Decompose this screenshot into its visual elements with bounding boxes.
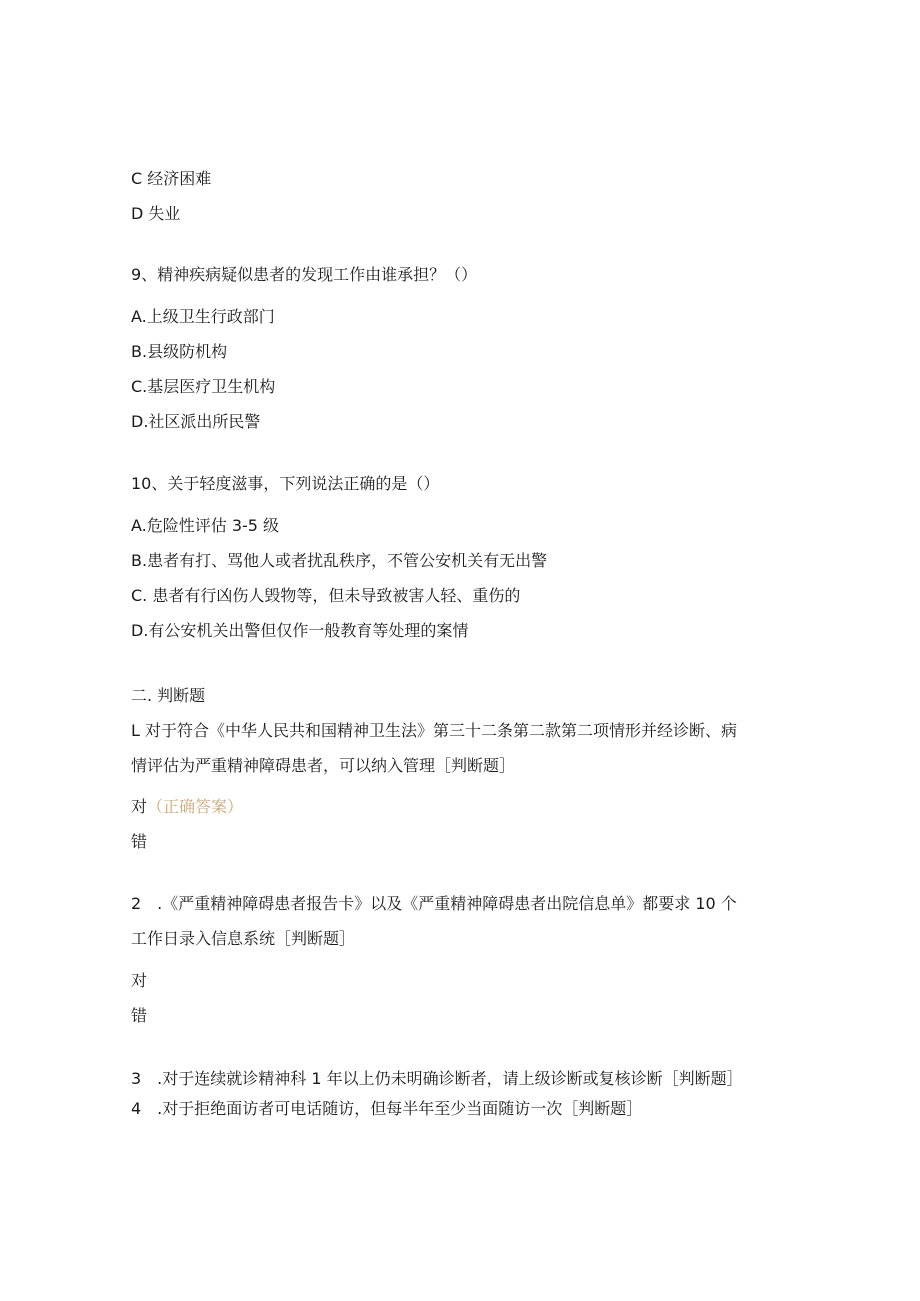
q9-option-d: D.社区派出所民警 — [131, 412, 261, 431]
q8-option-c: C 经济困难 — [131, 169, 212, 188]
q10-option-b: B.患者有打、骂他人或者扰乱秩序，不管公安机关有无出警 — [131, 551, 548, 570]
tf1-option-true-label: 对 — [131, 797, 148, 816]
section-heading-true-false: 二. 判断题 — [131, 686, 206, 705]
tf1-option-false: 错 — [131, 832, 148, 851]
q9-question: 9、精神疾病疑似患者的发现工作由谁承担？（） — [131, 265, 478, 284]
tf4-question: 4 .对于拒绝面访者可电话随访，但每半年至少当面随访一次［判断题］ — [131, 1099, 643, 1118]
q9-option-a: A.上级卫生行政部门 — [131, 307, 275, 326]
tf3-question: 3 .对于连续就诊精神科 1 年以上仍未明确诊断者，请上级诊断或复核诊断［判断题］ — [131, 1069, 743, 1088]
correct-answer-tag: （正确答案） — [147, 797, 244, 816]
q10-option-a: A.危险性评估 3-5 级 — [131, 516, 280, 535]
q10-option-c: C. 患者有行凶伤人毁物等，但未导致被害人轻、重伤的 — [131, 586, 521, 605]
q9-option-b: B.县级防机构 — [131, 342, 228, 361]
tf2-option-false: 错 — [131, 1006, 148, 1025]
q8-option-d: D 失业 — [131, 204, 181, 223]
q10-question: 10、关于轻度滋事，下列说法正确的是（） — [131, 474, 440, 493]
tf2-option-true: 对 — [131, 971, 148, 990]
tf2-question-line2: 工作日录入信息系统［判断题］ — [131, 929, 356, 948]
tf1-question-line2: 情评估为严重精神障碍患者，可以纳入管理［判断题］ — [131, 756, 516, 775]
tf2-question-line1: 2 .《严重精神障碍患者报告卡》以及《严重精神障碍患者出院信息单》都要求 10 个 — [131, 894, 737, 913]
tf1-question-line1: L 对于符合《中华人民共和国精神卫生法》第三十二条第二款第二项情形并经诊断、病 — [131, 721, 738, 740]
q10-option-d: D.有公安机关出警但仅作一般教育等处理的案情 — [131, 621, 469, 640]
q9-option-c: C.基层医疗卫生机构 — [131, 377, 276, 396]
tf1-option-true — [131, 796, 243, 818]
